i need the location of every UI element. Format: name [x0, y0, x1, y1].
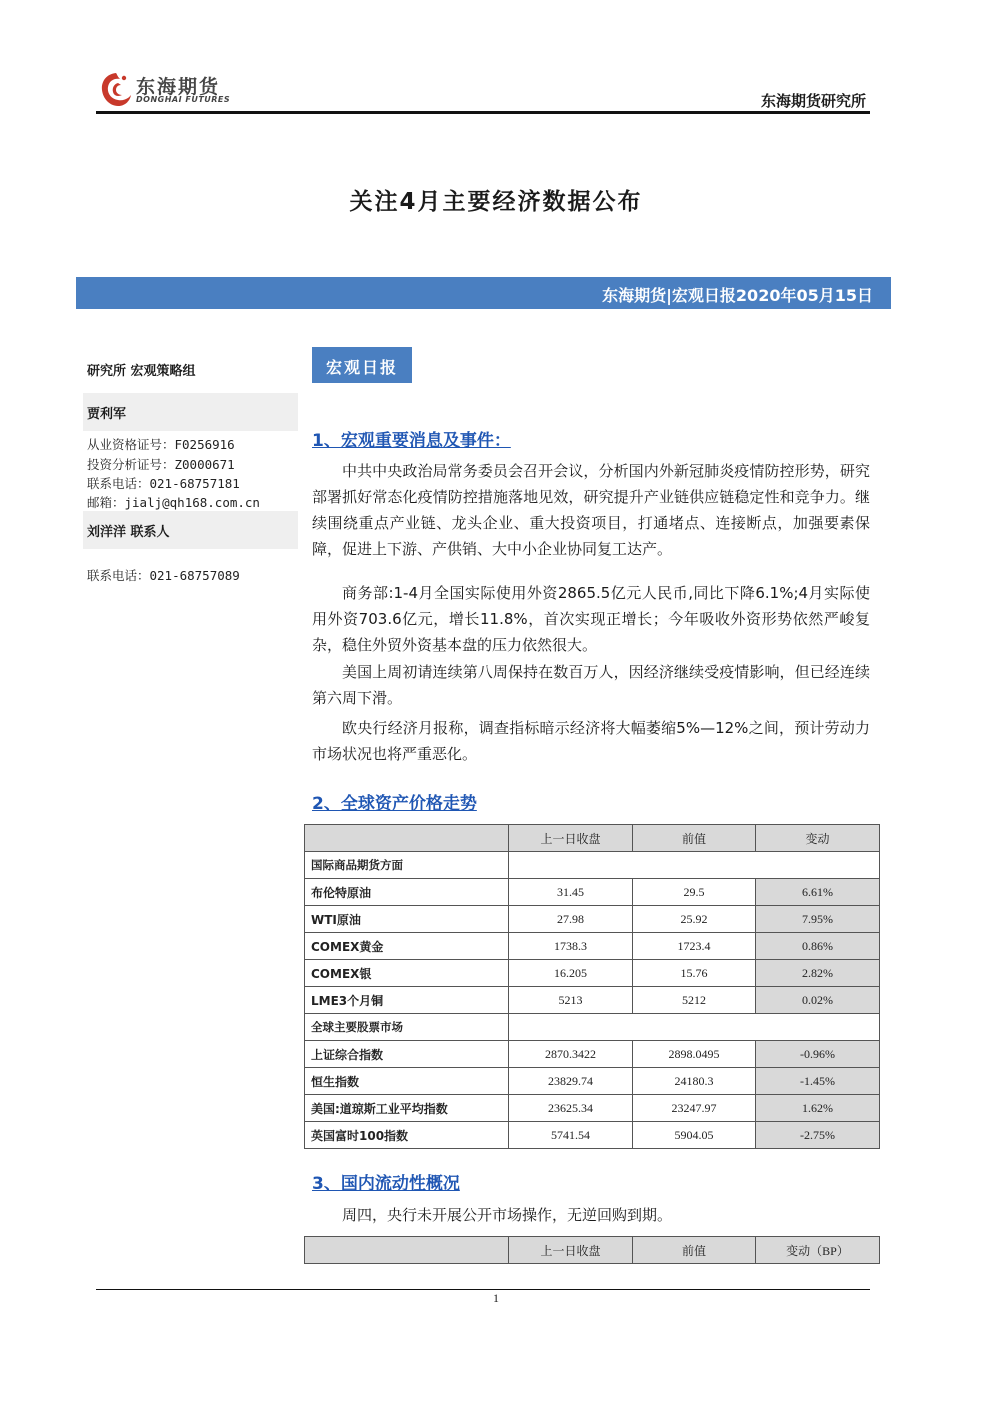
category-commodities: 国际商品期货方面: [305, 852, 509, 879]
table-row: WTI原油 27.98 25.92 7.95%: [305, 906, 880, 933]
logo-text-en: DONGHAI FUTURES: [136, 95, 231, 104]
analyst-2-name: 刘洋洋 联系人: [87, 525, 170, 540]
analyst-2-header: [83, 511, 298, 549]
table-row: LME3个月铜 5213 5212 0.02%: [305, 987, 880, 1014]
liquidity-paragraph: 周四，央行未开展公开市场操作，无逆回购到期。: [342, 1206, 673, 1224]
header-cell-close: 上一日收盘: [509, 825, 633, 852]
liquidity-table: [304, 1236, 880, 1264]
dragon-logo-icon: [98, 70, 134, 110]
header-cell-prev: 前值: [633, 825, 756, 852]
analyst-1-name: 贾利军: [87, 407, 127, 422]
analyst-1-qualification: 从业资格证号：F0256916: [87, 437, 235, 452]
header-cell-prev: 前值: [633, 1237, 756, 1264]
header-cell-blank: [305, 825, 509, 852]
page-number: 1: [493, 1291, 499, 1305]
table-row: 布伦特原油 31.45 29.5 6.61%: [305, 879, 880, 906]
table-header-row: [305, 825, 880, 852]
table-row: 英国富时100指数 5741.54 5904.05 -2.75%: [305, 1122, 880, 1149]
department-label: 研究所 宏观策略组: [87, 364, 196, 379]
analyst-1-investment-id: 投资分析证号：Z0000671: [87, 457, 235, 472]
table-header-row: [305, 1237, 880, 1264]
table-row: COMEX银 16.205 15.76 2.82%: [305, 960, 880, 987]
category-stock-markets: 全球主要股票市场: [305, 1014, 509, 1041]
report-banner: [76, 277, 891, 309]
paragraph-1: 中共中央政治局常务委员会召开会议，分析国内外新冠肺炎疫情防控形势，研究部署抓好常态化疫情防控措施落地见效，研究提升产业链供应链稳定性和竞争力。继续围绕重点产业链、龙头企业、重大投资项目，打通堵点、连接断点，加强要素保障，促进上下游、产供销、大中小企业协同复工达产。: [312, 462, 870, 558]
section-1-heading: 1、宏观重要消息及事件：: [312, 431, 511, 451]
footer-divider: [96, 1289, 870, 1290]
table-row: 美国:道琼斯工业平均指数 23625.34 23247.97 1.62%: [305, 1095, 880, 1122]
header-cell-blank: [305, 1237, 509, 1264]
table-row: 恒生指数 23829.74 24180.3 -1.45%: [305, 1068, 880, 1095]
header-cell-close: 上一日收盘: [509, 1237, 633, 1264]
section-3-heading: 3、国内流动性概况: [312, 1174, 460, 1194]
paragraph-2: 商务部:1-4月全国实际使用外资2865.5亿元人民币,同比下降6.1%;4月实际使用外资703.6亿元，增长11.8%，首次实现正增长；今年吸收外资形势依然严峻复杂，稳住外贸外资基本盘的压力依然很大。: [312, 584, 870, 654]
asset-price-table: [304, 824, 880, 1149]
table-row: 上证综合指数 2870.3422 2898.0495 -0.96%: [305, 1041, 880, 1068]
company-logo: [98, 70, 238, 110]
macro-daily-label: [312, 347, 412, 383]
paragraph-4: 欧央行经济月报称，调查指标暗示经济将大幅萎缩5%—12%之间，预计劳动力市场状况也将严重恶化。: [312, 719, 870, 763]
header-cell-change-bp: 变动（BP）: [756, 1237, 880, 1264]
analyst-2-phone: 联系电话：021-68757089: [87, 568, 240, 583]
table-row: COMEX黄金 1738.3 1723.4 0.86%: [305, 933, 880, 960]
category-row: [305, 1014, 880, 1041]
analyst-1-email: 邮箱：jialj@qh168.com.cn: [87, 495, 260, 510]
analyst-1-phone: 联系电话：021-68757181: [87, 476, 240, 491]
report-banner-text: 东海期货|宏观日报2020年05月15日: [602, 286, 873, 305]
section-2-heading: 2、全球资产价格走势: [312, 794, 477, 814]
paragraph-3: 美国上周初请连续第八周保持在数百万人，因经济继续受疫情影响，但已经连续第六周下滑。: [312, 663, 870, 707]
header-cell-change: 变动: [756, 825, 880, 852]
header-divider: [96, 111, 870, 114]
institute-name: 东海期货研究所: [760, 92, 866, 110]
logo-text-cn: 东海期货: [136, 76, 221, 98]
analyst-1-header: [83, 393, 298, 431]
macro-daily-label-text: 宏观日报: [325, 358, 398, 377]
category-row: [305, 852, 880, 879]
document-title: 关注4月主要经济数据公布: [349, 189, 643, 215]
